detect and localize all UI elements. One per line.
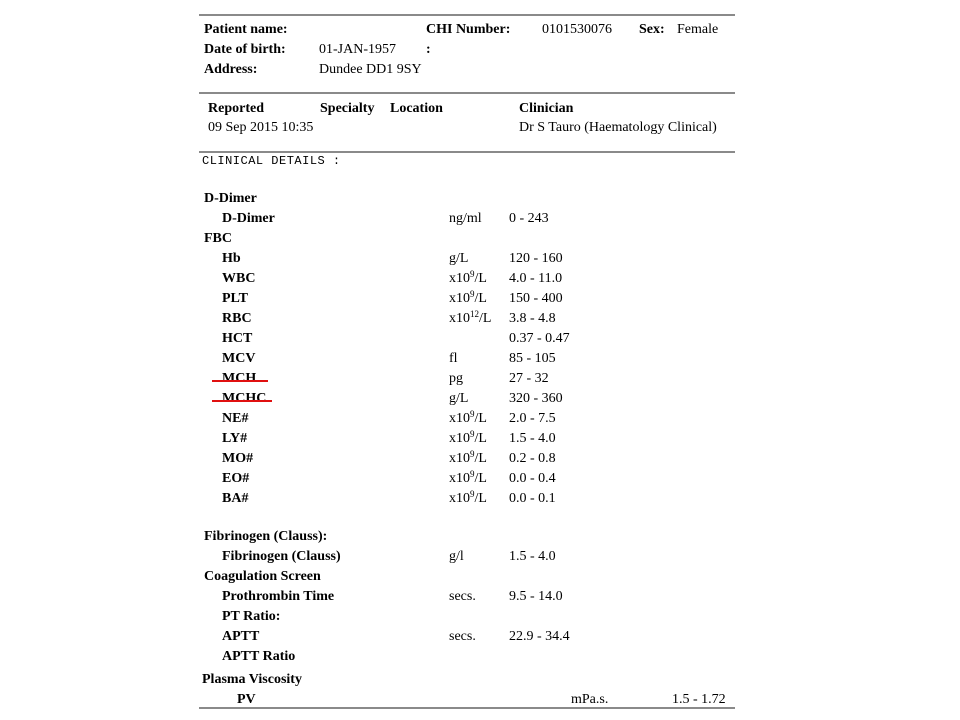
test-range: 0.2 - 0.8 [509,451,556,466]
clinician-header: Clinician [519,101,574,116]
sex-label: Sex: [639,22,665,37]
dob-extra-colon: : [426,42,431,57]
unit-exponent: 9 [470,409,475,419]
unit-tail: /L [474,491,487,506]
chi-number-label: CHI Number: [426,22,511,37]
test-name: NE# [222,411,249,426]
unit-tail: /L [474,271,487,286]
unit-base: x10 [449,311,470,326]
unit-tail: /L [474,451,487,466]
unit-base: x10 [449,451,470,466]
test-unit [449,291,487,307]
test-unit: pg [449,371,463,386]
unit-tail: /L [474,411,487,426]
unit-exponent: 9 [470,489,475,499]
test-unit [449,311,491,327]
test-range: 2.0 - 7.5 [509,411,556,426]
test-range: 3.8 - 4.8 [509,311,556,326]
test-name: PV [237,692,256,707]
test-unit: g/L [449,251,469,266]
test-name: APTT Ratio [222,649,296,664]
address-label: Address: [204,62,258,77]
test-name-struck: MCH [222,371,257,386]
unit-exponent: 12 [470,309,479,319]
unit-exponent: 9 [470,449,475,459]
unit-base: x10 [449,491,470,506]
test-range: 4.0 - 11.0 [509,271,563,286]
test-name: RBC [222,311,252,326]
group-fbc: FBC [204,231,232,246]
chi-number-value: 0101530076 [542,22,612,37]
strikethrough-mark [212,380,268,382]
test-name: MCV [222,351,256,366]
test-name: Fibrinogen (Clauss) [222,549,341,564]
test-range: 0.0 - 0.1 [509,491,556,506]
test-name: EO# [222,471,250,486]
test-unit: mPa.s. [571,692,609,707]
test-unit: g/l [449,549,464,564]
patient-name-label: Patient name: [204,22,288,37]
unit-exponent: 9 [470,269,475,279]
test-range: 1.5 - 1.72 [672,692,726,707]
test-name: Prothrombin Time [222,589,335,604]
unit-base: x10 [449,471,470,486]
test-range: 9.5 - 14.0 [509,589,563,604]
unit-tail: /L [474,431,487,446]
test-range: 27 - 32 [509,371,549,386]
location-header: Location [390,101,443,116]
group-fibrinogen: Fibrinogen (Clauss): [204,529,328,544]
unit-tail: /L [479,311,492,326]
test-name: BA# [222,491,249,506]
test-range: 1.5 - 4.0 [509,549,556,564]
strikethrough-mark [212,400,272,402]
unit-base: x10 [449,431,470,446]
test-name: PT Ratio: [222,609,281,624]
test-unit: ng/ml [449,211,482,226]
test-range: 120 - 160 [509,251,563,266]
test-name: WBC [222,271,256,286]
unit-base: x10 [449,271,470,286]
test-unit [449,471,487,487]
test-range: 320 - 360 [509,391,563,406]
test-range: 1.5 - 4.0 [509,431,556,446]
test-unit [449,271,487,287]
clinician-value: Dr S Tauro (Haematology Clinical) [519,120,717,135]
top-rule [199,14,735,16]
unit-tail: /L [474,291,487,306]
test-name: Hb [222,251,241,266]
specialty-header: Specialty [320,101,375,116]
reported-header: Reported [208,101,264,116]
test-name: LY# [222,431,248,446]
test-unit [449,451,487,467]
test-name: MO# [222,451,254,466]
unit-exponent: 9 [470,469,475,479]
address-value: Dundee DD1 9SY [319,62,422,77]
unit-exponent: 9 [470,429,475,439]
test-name: D-Dimer [222,211,275,226]
patient-section-divider [199,92,735,94]
unit-exponent: 9 [470,289,475,299]
dob-label: Date of birth: [204,42,286,57]
reported-value: 09 Sep 2015 10:35 [208,120,314,135]
test-name: PLT [222,291,248,306]
test-unit: fl [449,351,458,366]
group-ddimer: D-Dimer [204,191,257,206]
test-name: HCT [222,331,253,346]
test-unit: secs. [449,589,476,604]
test-range: 0.0 - 0.4 [509,471,556,486]
sex-value: Female [677,22,719,37]
clinical-details-label: CLINICAL DETAILS : [202,154,341,168]
group-plasma-viscosity: Plasma Viscosity [202,672,302,687]
group-coagulation: Coagulation Screen [204,569,321,584]
test-unit: g/L [449,391,469,406]
test-range: 0 - 243 [509,211,549,226]
bottom-rule [199,707,735,709]
test-name-struck: MCHC [222,391,267,406]
test-range: 85 - 105 [509,351,556,366]
test-range: 150 - 400 [509,291,563,306]
test-range: 22.9 - 34.4 [509,629,570,644]
unit-base: x10 [449,291,470,306]
unit-base: x10 [449,411,470,426]
test-unit: secs. [449,629,476,644]
dob-value: 01-JAN-1957 [319,42,396,57]
test-unit [449,491,487,507]
test-range: 0.37 - 0.47 [509,331,570,346]
unit-tail: /L [474,471,487,486]
test-name: APTT [222,629,260,644]
test-unit [449,431,487,447]
test-unit [449,411,487,427]
